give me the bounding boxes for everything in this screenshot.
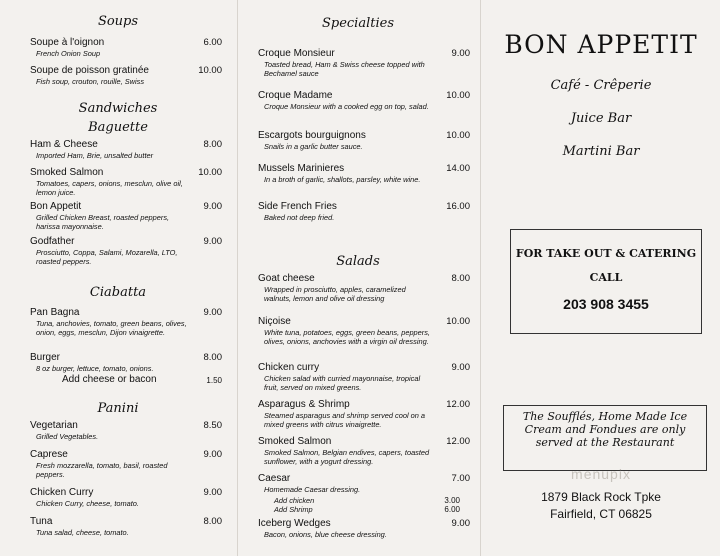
menu-item: Croque Monsieur 9.00 Toasted bread, Ham & Swiss cheese topped with Bechamel sauce (258, 48, 470, 78)
menu-item: Caprese 9.00 Fresh mozzarella, tomato, basil, roasted peppers. (30, 449, 222, 479)
baguette-heading: Baguette (88, 120, 148, 135)
notice-box (503, 405, 707, 471)
menu-item: Niçoise 10.00 White tuna, potatoes, eggs, green beans, peppers, olives, onions, anchovies with a virgin oil dressing. (258, 316, 470, 346)
specialties-heading: Specialties (321, 16, 394, 31)
caesar-addon: Add chicken 3.00 (274, 496, 460, 505)
menu-item: Tuna 8.00 Tuna salad, cheese, tomato. (30, 516, 222, 537)
menu-item: Chicken curry 9.00 Chicken salad with curried mayonnaise, tropical fruit, served on mixed greens. (258, 362, 470, 392)
menu-item: Smoked Salmon 12.00 Smoked Salmon, Belgian endives, capers, toasted sunflower, with a yogurt dressing. (258, 436, 470, 466)
caesar-addon: Add Shrimp 6.00 (274, 505, 460, 514)
call-label: CALL (589, 271, 623, 284)
fold-line-right (480, 0, 481, 556)
menu-item: Side French Fries 16.00 Baked not deep fried. (258, 201, 470, 222)
subtitle-cafe: Café - Crêperie (550, 78, 652, 93)
menu-item: Pan Bagna 9.00 Tuna, anchovies, tomato, green beans, olives, onion, eggs, mesclun, Dijon vinaigrette. (30, 307, 222, 337)
watermark: menupix (571, 466, 631, 482)
subtitle-juice-bar: Juice Bar (570, 111, 632, 126)
menu-item: Iceberg Wedges 9.00 Bacon, onions, blue cheese dressing. (258, 518, 470, 539)
subtitle-martini-bar: Martini Bar (562, 144, 640, 159)
phone-number: 203 908 3455 (563, 296, 649, 312)
takeout-box (510, 229, 702, 334)
menu-item: Godfather 9.00 Prosciutto, Coppa, Salami, Mozarella, LTO, roasted peppers. (30, 236, 222, 266)
ciabatta-heading: Ciabatta (89, 285, 147, 300)
left-panel (0, 0, 236, 556)
restaurant-title: BON APPETIT (504, 30, 698, 59)
menu-item: Soupe à l'oignon 6.00 French Onion Soup (30, 37, 222, 58)
notice-text: The Soufflés, Home Made Ice Cream and Fondues are only served at the Restaurant (522, 410, 688, 449)
menu-item: Caesar 7.00 Homemade Caesar dressing. Add chicken 3.00 Add Shrimp 6.00 (258, 473, 470, 514)
menu-item: Asparagus & Shrimp 12.00 Steamed asparagus and shrimp served cool on a mixed greens with citrus vinaigrette. (258, 399, 470, 429)
sandwiches-heading: Sandwiches (78, 101, 158, 116)
menu-item: Burger 8.00 8 oz burger, lettuce, tomato, onions. (30, 352, 222, 373)
salads-heading: Salads (336, 254, 380, 269)
menu-item: Bon Appetit 9.00 Grilled Chicken Breast, roasted peppers, harissa mayonnaise. (30, 201, 222, 231)
soups-heading: Soups (97, 14, 139, 29)
menu-item: Vegetarian 8.50 Grilled Vegetables. (30, 420, 222, 441)
menu-item: Croque Madame 10.00 Croque Monsieur with a cooked egg on top, salad. (258, 90, 470, 111)
menu-item: Mussels Marinieres 14.00 In a broth of garlic, shallots, parsley, white wine. (258, 163, 470, 184)
menu-item: Chicken Curry 9.00 Chicken Curry, cheese, tomato. (30, 487, 222, 508)
menu-item: Soupe de poisson gratinée 10.00 Fish soup, crouton, rouille, Swiss (30, 65, 222, 86)
right-panel (482, 0, 720, 556)
menu-item: Goat cheese 8.00 Wrapped in prosciutto, apples, caramelized walnuts, lemon and olive oil dressing (258, 273, 470, 303)
address-city: Fairfield, CT 06825 (550, 507, 652, 521)
takeout-line: FOR TAKE OUT & CATERING (515, 247, 697, 260)
panini-heading: Panini (97, 401, 139, 416)
address-street: 1879 Black Rock Tpke (541, 490, 661, 504)
middle-panel (238, 0, 478, 556)
burger-addon: Add cheese or bacon 1.50 (62, 374, 222, 385)
menu-item: Ham & Cheese 8.00 Imported Ham, Brie, unsalted butter (30, 139, 222, 160)
menu-item: Escargots bourguignons 10.00 Snails in a garlic butter sauce. (258, 130, 470, 151)
menu-item: Smoked Salmon 10.00 Tomatoes, capers, onions, mesclun, olive oil, lemon juice. (30, 167, 222, 197)
